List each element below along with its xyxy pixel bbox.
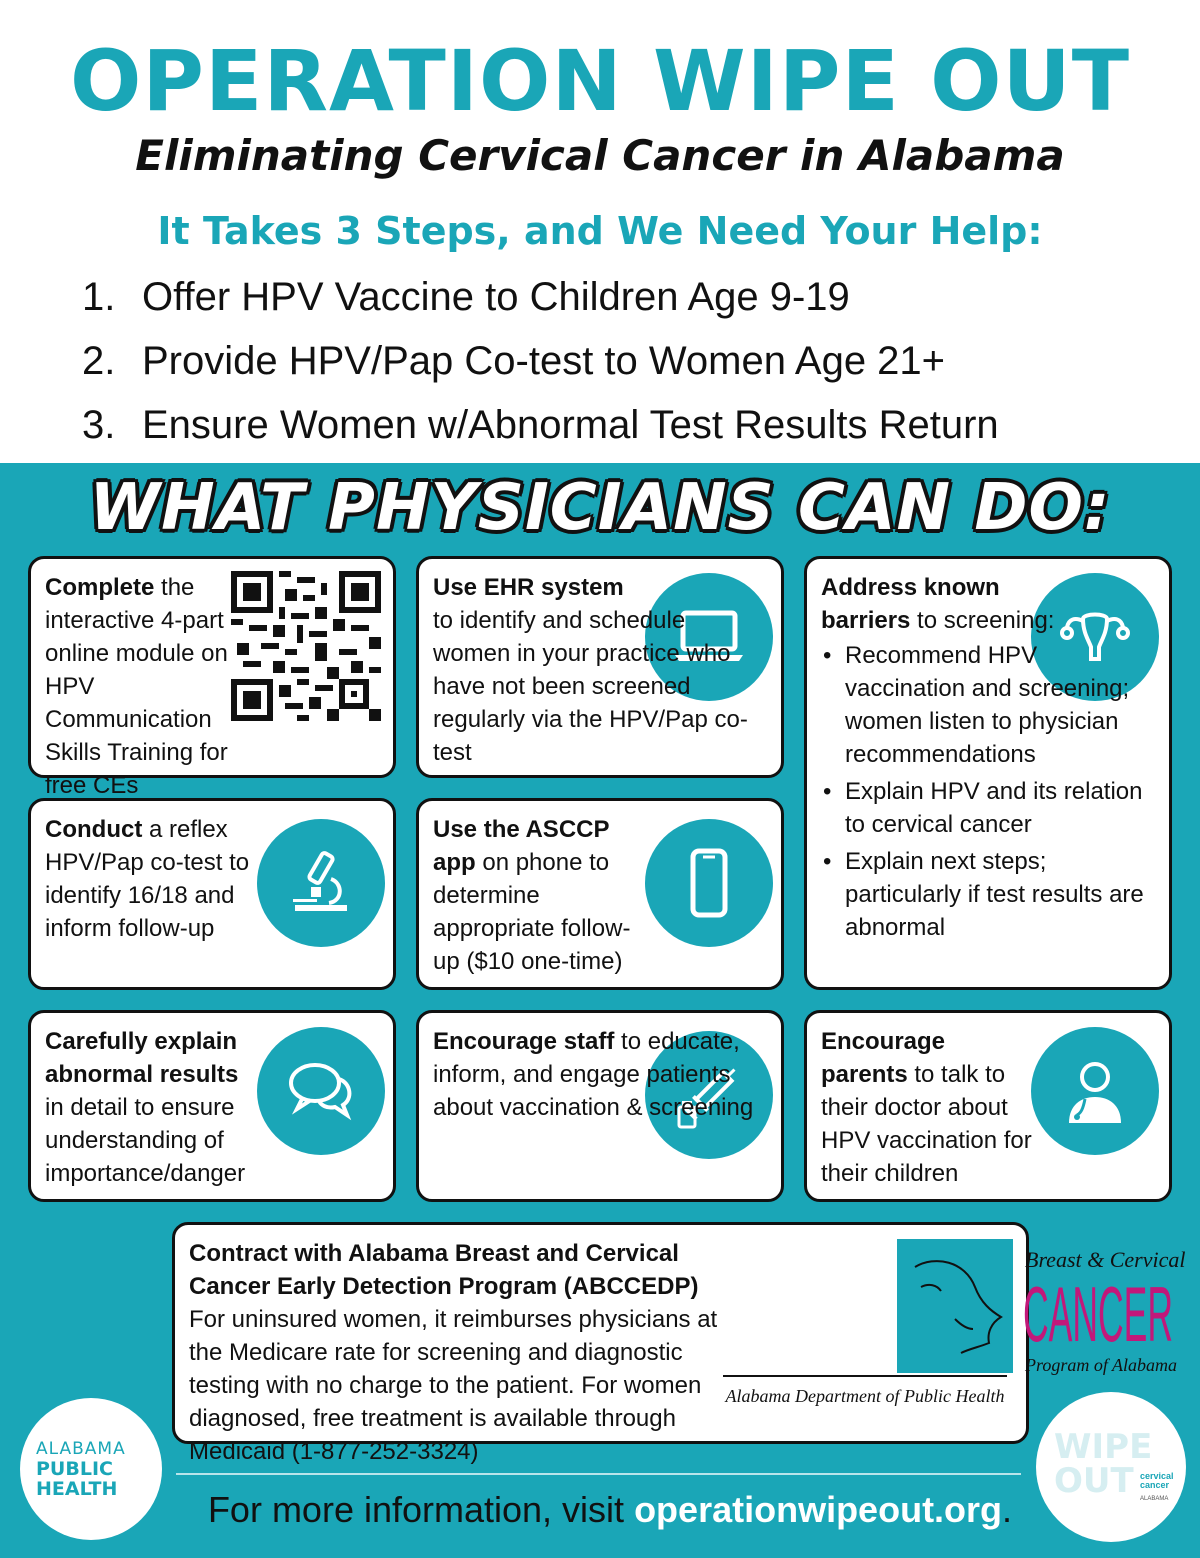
contract-text — [189, 1237, 719, 1303]
card-body: on phone to determine appropriate follow-up ($10 one-time) — [433, 849, 631, 975]
aph-line2: PUBLIC — [36, 1458, 113, 1480]
card-body: a reflex HPV/Pap co-test to identify 16/18 and inform follow-up — [45, 816, 250, 942]
card-complete-module — [28, 556, 396, 799]
breast-cervical-cancer-logo — [895, 1237, 1186, 1387]
speech-bubbles-icon — [257, 1027, 385, 1155]
website-link[interactable]: operationwipeout.org — [634, 1489, 1003, 1530]
wipe-out-logo — [1036, 1392, 1186, 1542]
wipe-state: ALABAMA — [1140, 1496, 1169, 1502]
step-number: 3. — [82, 403, 116, 447]
logo-line2: CANCER — [1023, 1270, 1173, 1358]
card-bold: barriers — [821, 607, 911, 634]
physicians-heading: WHAT PHYSICIANS CAN DO: — [89, 471, 1111, 545]
card-text — [821, 1025, 1051, 1190]
card-bold: Use the ASCCP — [433, 816, 610, 843]
steps-list — [82, 265, 1182, 457]
wipe-line2: OUT — [1054, 1461, 1134, 1501]
card-bold: Encourage staff — [433, 1028, 615, 1055]
card-address-barriers — [804, 556, 1172, 990]
page-title: OPERATION WIPE OUT — [69, 32, 1131, 130]
logo-line1: Breast & Cervical — [1025, 1247, 1186, 1272]
card-bold: abnormal results — [45, 1061, 239, 1088]
card-text — [433, 1025, 767, 1124]
card-body: to educate, inform, and engage patients about vaccination & screening — [433, 1028, 754, 1121]
qr-code-icon[interactable] — [231, 571, 381, 721]
microscope-icon — [257, 819, 385, 947]
aph-line1: ALABAMA — [36, 1439, 126, 1459]
footer-end: . — [1002, 1489, 1013, 1530]
barrier-list — [821, 639, 1155, 944]
card-bold: Carefully explain — [45, 1028, 238, 1055]
card-body: in detail to ensure understanding of importance/danger — [45, 1094, 246, 1187]
card-bold: Address known — [821, 574, 1000, 601]
alabama-public-health-logo — [20, 1398, 162, 1540]
aph-line3: HEALTH — [36, 1478, 118, 1500]
card-body: to identify and schedule women in your practice who have not been screened regularly via the HPV/Pap co-test — [433, 607, 748, 766]
card-text — [45, 1025, 275, 1190]
card-body: to screening: — [910, 607, 1055, 634]
wipe-line1: WIPE — [1054, 1427, 1153, 1467]
step-number: 1. — [82, 275, 116, 319]
card-text — [45, 571, 235, 802]
list-item: • Explain HPV and its relation to cervical cancer — [821, 775, 1155, 841]
card-bold: parents — [821, 1061, 908, 1088]
logo-line3: Program of Alabama — [1025, 1355, 1178, 1375]
wipe-sub: cervical cancer — [1140, 1471, 1174, 1490]
card-ehr-system — [416, 556, 784, 778]
card-text — [45, 813, 275, 945]
step-text: Offer HPV Vaccine to Children Age 9-19 — [142, 275, 850, 319]
card-text — [433, 571, 767, 769]
list-item: • Recommend HPV vaccination and screening; women listen to physician recommendations — [821, 639, 1155, 771]
steps-heading: It Takes 3 Steps, and We Need Your Help: — [157, 209, 1043, 253]
contract-body: For uninsured women, it reimburses physicians at the Medicare rate for screening and diagnostic testing with no charge to the patient. For women diagnosed, free treatment is available through Medicaid (1-877-252-3324) — [189, 1306, 718, 1465]
card-text — [433, 813, 653, 978]
card-encourage-staff — [416, 1010, 784, 1202]
step-item — [82, 265, 1182, 329]
card-bold: Complete — [45, 574, 155, 601]
logo-caption: Alabama Department of Public Health — [723, 1375, 1007, 1413]
card-bold: Use EHR system — [433, 574, 624, 601]
card-bold: Encourage — [821, 1028, 946, 1055]
card-asccp-app — [416, 798, 784, 990]
card-bold: app — [433, 849, 476, 876]
card-body: to talk to their doctor about HPV vaccination for their children — [821, 1061, 1032, 1187]
step-item — [82, 393, 1182, 457]
card-explain-results — [28, 1010, 396, 1202]
step-text: Ensure Women w/Abnormal Test Results Return — [142, 403, 999, 447]
footer-divider — [176, 1473, 1021, 1475]
contract-bold: Contract with Alabama Breast and Cervical Cancer Early Detection Program (ABCCEDP) — [189, 1240, 699, 1300]
card-encourage-parents — [804, 1010, 1172, 1202]
phone-icon — [645, 819, 773, 947]
card-conduct-cotest — [28, 798, 396, 990]
step-text: Provide HPV/Pap Co-test to Women Age 21+ — [142, 339, 946, 383]
footer-label: For more information, visit — [207, 1489, 635, 1530]
step-item — [82, 329, 1182, 393]
page-subtitle: Eliminating Cervical Cancer in Alabama — [135, 131, 1065, 180]
footer-text — [170, 1485, 1050, 1535]
card-bold: Conduct — [45, 816, 143, 843]
step-number: 2. — [82, 339, 116, 383]
top-section — [0, 0, 1200, 463]
list-item: • Explain next steps; particularly if test results are abnormal — [821, 845, 1155, 944]
card-body: the interactive 4-part online module on HPV Communication Skills Training for free CEs — [45, 574, 228, 799]
card-text — [821, 571, 1155, 944]
